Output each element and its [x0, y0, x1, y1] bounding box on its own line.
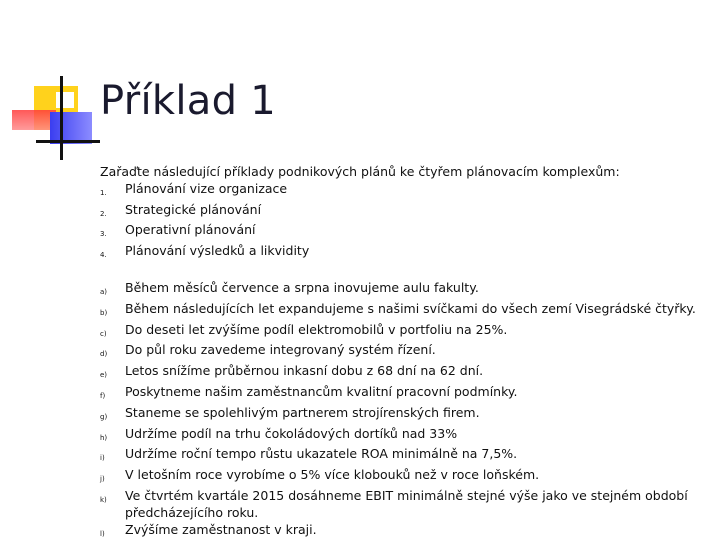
- list-text: Staneme se spolehlivým partnerem strojírenských firem.: [125, 404, 480, 420]
- list-text: Plánování výsledků a likvidity: [125, 243, 310, 259]
- list-marker: h): [100, 433, 108, 442]
- list-text: Během měsíců července a srpna inovujeme aulu fakulty.: [125, 279, 479, 295]
- list-marker: 3.: [100, 230, 107, 239]
- list-marker: 4.: [100, 251, 107, 260]
- list-item: [100, 488, 700, 522]
- list-text: Letos snížíme průběrnou inkasní dobu z 68 dní na 62 dní.: [125, 363, 484, 379]
- list-item: [100, 363, 700, 384]
- list-text: Udržíme roční tempo růstu ukazatele ROA minimálně na 7,5%.: [125, 446, 518, 462]
- list-text: Udržíme podíl na trhu čokoládových dortíků nad 33%: [125, 425, 458, 441]
- list-text: Plánování vize organizace: [125, 180, 288, 196]
- list-marker: f): [100, 391, 106, 400]
- list-item: [100, 181, 700, 202]
- list-marker: b): [100, 308, 108, 317]
- list-item: [100, 342, 700, 363]
- list-item: [100, 384, 700, 405]
- list-item: [100, 405, 700, 426]
- list-item: [100, 222, 700, 243]
- spacer: [100, 264, 700, 280]
- list-marker: l): [100, 529, 105, 538]
- list-item: [100, 322, 700, 343]
- list-marker: a): [100, 287, 108, 296]
- list-text: Operativní plánování: [125, 222, 256, 238]
- slide-body: [100, 164, 700, 542]
- list-marker: d): [100, 350, 108, 359]
- lettered-list: [100, 280, 700, 542]
- list-item: [100, 446, 700, 467]
- list-marker: g): [100, 412, 108, 421]
- list-text: Do deseti let zvýšíme podíl elektromobilů v portfoliu na 25%.: [125, 321, 508, 337]
- list-text: Do půl roku zavedeme integrovaný systém řízení.: [125, 342, 436, 358]
- list-text: Strategické plánování: [125, 201, 262, 217]
- list-item: [100, 467, 700, 488]
- list-text: Během následujících let expandujeme s našimi svíčkami do všech zemí Visegrádské čtyřky.: [125, 300, 696, 316]
- list-marker: e): [100, 371, 108, 380]
- intro-text: Zařaďte následující příklady podnikových plánů ke čtyřem plánovacím komplexům:: [100, 164, 620, 179]
- page-title: Příklad 1: [100, 78, 277, 124]
- numbered-list: [100, 181, 700, 264]
- list-marker: i): [100, 454, 105, 463]
- decor-vertical-line: [60, 76, 63, 160]
- list-marker: k): [100, 495, 107, 504]
- decor-horizontal-line: [36, 140, 100, 143]
- list-marker: 2.: [100, 209, 107, 218]
- list-text: Poskytneme našim zaměstnancům kvalitní pracovní podmínky.: [125, 383, 518, 399]
- decor-white-square: [56, 92, 74, 108]
- list-marker: j): [100, 475, 105, 484]
- list-item: [100, 522, 700, 542]
- list-text: Zvýšíme zaměstnanost v kraji.: [125, 521, 317, 537]
- list-text: V letošním roce vyrobíme o 5% více klobouků než v roce loňském.: [125, 467, 540, 483]
- list-item: [100, 301, 700, 322]
- list-text: Ve čtvrtém kvartále 2015 dosáhneme EBIT minimálně stejné výše jako ve stejném období předcházejícího roku.: [125, 487, 688, 520]
- list-marker: 1.: [100, 188, 107, 197]
- list-item: [100, 243, 700, 264]
- list-item: [100, 202, 700, 223]
- list-marker: c): [100, 329, 107, 338]
- list-item: [100, 426, 700, 447]
- list-item: [100, 280, 700, 301]
